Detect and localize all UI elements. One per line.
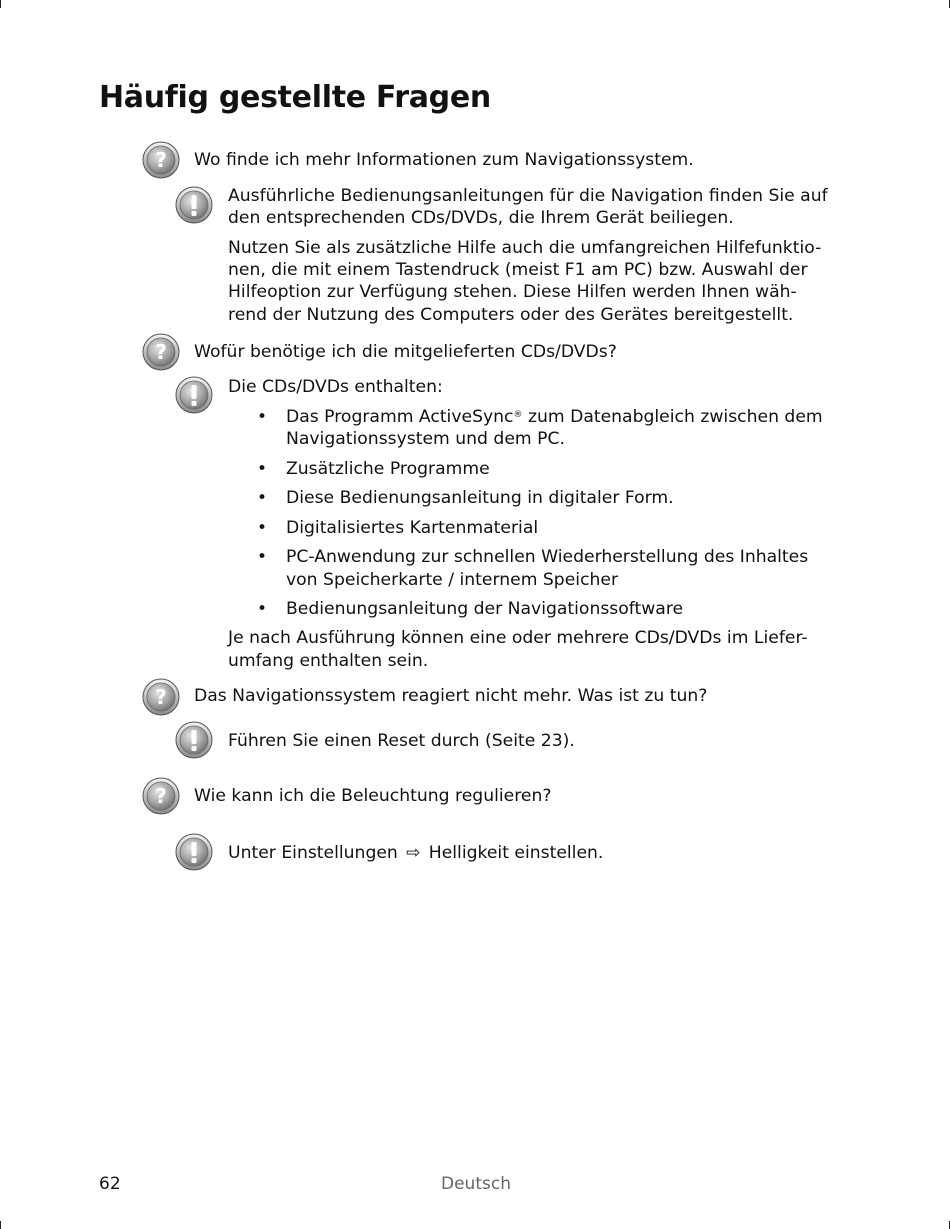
bullet-text: Diese Bedienungsanleitung in digitaler Form.	[286, 488, 674, 508]
bullet: •	[257, 459, 268, 479]
answer-intro: Die CDs/DVDs enthalten:	[228, 377, 443, 397]
question-icon	[142, 333, 180, 371]
crop-mark	[0, 0, 1, 8]
question-text: Wo finde ich mehr Informationen zum Navigationssystem.	[194, 150, 694, 170]
bullet: •	[257, 599, 268, 619]
answer-text: den entsprechenden CDs/DVDs, die Ihrem Gerät beiliegen.	[228, 208, 734, 228]
svg-text:?: ?	[155, 148, 167, 172]
question-icon	[142, 141, 180, 179]
svg-text:?: ?	[155, 685, 167, 709]
bullet: •	[257, 547, 268, 567]
crop-mark	[0, 1221, 1, 1229]
bullet-text: Digitalisiertes Kartenmaterial	[286, 518, 539, 538]
question-icon	[142, 777, 180, 815]
exclamation-icon	[175, 186, 213, 224]
bullet: •	[257, 407, 268, 427]
answer-text: Hilfeoption zur Verfügung stehen. Diese Hilfen werden Ihnen wäh-	[228, 282, 797, 302]
bullet: •	[257, 518, 268, 538]
exclamation-icon	[175, 721, 213, 759]
page-title: Häufig gestellte Fragen	[99, 80, 491, 115]
bullet-text: Bedienungsanleitung der Navigationssoftware	[286, 599, 684, 619]
page-number: 62	[99, 1174, 121, 1194]
answer-text: Ausführliche Bedienungsanleitungen für die Navigation finden Sie auf	[228, 186, 828, 206]
bullet: •	[257, 488, 268, 508]
bullet-text: Navigationssystem und dem PC.	[286, 429, 565, 449]
answer-text: Führen Sie einen Reset durch (Seite 23).	[228, 731, 575, 751]
bullet-text: Zusätzliche Programme	[286, 459, 490, 479]
answer-text: nen, die mit einem Tastendruck (meist F1 am PC) bzw. Auswahl der	[228, 260, 808, 280]
answer-text: rend der Nutzung des Computers oder des Gerätes bereitgestellt.	[228, 305, 794, 325]
question-text: Das Navigationssystem reagiert nicht mehr. Was ist zu tun?	[194, 686, 708, 706]
footer-language: Deutsch	[441, 1174, 511, 1194]
question-text: Wofür benötige ich die mitgelieferten CDs/DVDs?	[194, 342, 617, 362]
arrow-right-icon: ⇨	[406, 843, 421, 863]
bullet-text: Das Programm ActiveSync® zum Datenabgleich zwischen dem	[286, 407, 823, 427]
bullet-text: PC-Anwendung zur schnellen Wiederherstellung des Inhaltes	[286, 547, 809, 567]
answer-text: umfang enthalten sein.	[228, 651, 429, 671]
exclamation-icon	[175, 833, 213, 871]
svg-text:?: ?	[155, 784, 167, 808]
svg-text:?: ?	[155, 340, 167, 364]
exclamation-icon	[175, 376, 213, 414]
question-text: Wie kann ich die Beleuchtung regulieren?	[194, 786, 552, 806]
answer-text: Je nach Ausführung können eine oder mehrere CDs/DVDs im Liefer-	[228, 628, 808, 648]
answer-text: Unter Einstellungen ⇨ Helligkeit einstellen.	[228, 843, 604, 863]
question-icon	[142, 678, 180, 716]
answer-text: Nutzen Sie als zusätzliche Hilfe auch die umfangreichen Hilfefunktio-	[228, 238, 822, 258]
bullet-text: von Speicherkarte / internem Speicher	[286, 570, 619, 590]
